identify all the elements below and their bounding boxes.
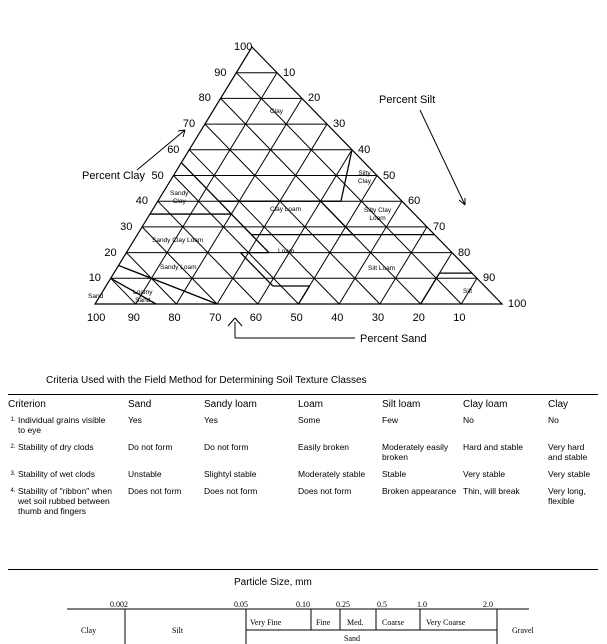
header-clay-loam: Clay loam: [463, 399, 508, 410]
criteria-value-cell: Very stable: [548, 469, 591, 479]
particle-med: Med.: [347, 618, 364, 627]
particle-size-title: Particle Size, mm: [234, 577, 312, 588]
criteria-value-cell: Very hard and stable: [548, 442, 588, 462]
criteria-row: [8, 412, 598, 439]
criteria-value-cell: Do not form: [128, 442, 173, 452]
criteria-value-cell: Unstable: [128, 469, 162, 479]
zone-label-clay: Clay: [270, 108, 284, 115]
criterion-text: Individual grains visible to eye: [18, 415, 106, 435]
zone-label-sandy-clay: Sandy Clay: [170, 190, 189, 205]
clay-tick-label: 100: [234, 41, 253, 53]
sand-tick-label: 80: [168, 312, 181, 324]
zone-label-silty-clay-loam: Silty Clay Loam: [364, 207, 392, 222]
criterion-number: 4.: [10, 488, 16, 494]
particle-clay: Clay: [81, 626, 97, 635]
tick-1-0: 1.0: [417, 600, 427, 609]
silt-tick-label: 70: [433, 220, 446, 233]
sand-tick-label: 60: [249, 312, 263, 324]
criteria-value-cell: No: [463, 415, 474, 425]
zone-label-sand: Sand: [88, 293, 104, 300]
criterion-number: 3.: [10, 471, 16, 477]
divider-top: [8, 394, 598, 395]
tick-2-0: 2.0: [483, 600, 493, 609]
tick-0-05: 0.05: [234, 600, 248, 609]
silt-arrow-shaft: [420, 110, 465, 205]
particle-size-bar: [0, 600, 607, 644]
silt-tick-label: 60: [408, 195, 421, 208]
criteria-value-cell: Does not form: [298, 486, 352, 496]
criterion-text: Stability of wet clods: [18, 469, 96, 479]
tick-0-10: 0.10: [296, 600, 310, 609]
criterion-number: 1.: [10, 417, 16, 423]
clay-tick-label: 50: [151, 169, 164, 182]
criteria-value-cell: Hard and stable: [463, 442, 524, 452]
axis-label-sand: Percent Sand: [360, 333, 427, 345]
criterion-cell: [8, 483, 128, 520]
criteria-row: [8, 466, 598, 483]
criterion-text: Stability of dry clods: [18, 442, 94, 452]
criteria-value-cell: Yes: [128, 415, 142, 425]
header-criterion: Criterion: [8, 399, 46, 410]
sand-arrow-head: [235, 318, 242, 326]
sand-tick-label: 30: [371, 312, 385, 324]
criteria-row: [8, 483, 598, 520]
sand-tick-label: 20: [412, 312, 425, 324]
silt-tick-label: 50: [383, 169, 396, 182]
clay-tick-label: 30: [120, 220, 133, 233]
clay-tick-label: 90: [214, 66, 227, 79]
particle-very-coarse: Very Coarse: [426, 618, 466, 627]
class-boundary: [219, 201, 252, 234]
zone-label-silt-loam: Silt Loam: [368, 265, 396, 272]
criterion-cell: [8, 439, 128, 466]
zone-label-silty-clay: Silty Clay: [358, 170, 372, 185]
criterion-cell: [8, 466, 128, 483]
class-boundary: [421, 273, 440, 304]
zone-label-silt: Silt: [463, 288, 473, 295]
header-clay: Clay: [548, 399, 569, 410]
particle-sand: Sand: [344, 634, 360, 643]
tick-0-002: 0.002: [110, 600, 128, 609]
silt-tick-label: 10: [283, 66, 296, 79]
sand-tick-label: 100: [87, 312, 106, 324]
criteria-value-cell: Very stable: [463, 469, 506, 479]
criteria-value-cell: Yes: [204, 415, 218, 425]
criterion-number: 2.: [10, 444, 16, 450]
criteria-value-cell: Few: [382, 415, 399, 425]
criteria-value-cell: Moderately easily broken: [382, 442, 449, 462]
axis-label-clay: Percent Clay: [82, 170, 145, 182]
zone-label-clay-loam: Clay Loam: [270, 206, 302, 213]
criterion-text: Stability of "ribbon" when wet soil rubbed between thumb and fingers: [18, 486, 112, 516]
criteria-value-cell: Stable: [382, 469, 407, 479]
sand-tick-label: 10: [453, 312, 466, 324]
tick-0-5: 0.5: [377, 600, 387, 609]
zone-label-sandy-loam: Sandy Loam: [160, 264, 197, 271]
silt-tick-label: 80: [458, 246, 471, 259]
clay-tick-label: 20: [104, 246, 117, 259]
clay-tick-label: 10: [88, 272, 101, 285]
header-sandy-loam: Sandy loam: [204, 399, 257, 410]
zone-label-loamy-sand: Loamy Sand: [133, 289, 153, 304]
divider-bottom: [8, 569, 598, 570]
axis-label-silt: Percent Silt: [379, 94, 436, 106]
criteria-value-cell: Do not form: [204, 442, 249, 452]
zone-label-loam: Loam: [278, 248, 295, 255]
clay-tick-label: 60: [167, 143, 180, 156]
header-sand: Sand: [128, 399, 152, 410]
criteria-value-cell: Does not form: [128, 486, 182, 496]
particle-very-fine: Very Fine: [250, 618, 282, 627]
criteria-header-row: [8, 399, 598, 412]
particle-silt: Silt: [172, 626, 184, 635]
header-silt-loam: Silt loam: [382, 399, 421, 410]
silt-tick-label: 20: [308, 92, 321, 105]
criteria-value-cell: No: [548, 415, 559, 425]
criteria-value-cell: Slightyl stable: [204, 469, 257, 479]
sand-tick-label: 70: [209, 312, 222, 324]
criteria-row: [8, 439, 598, 466]
class-boundary: [321, 201, 354, 234]
silt-tick-label: 90: [483, 272, 496, 285]
clay-tick-label: 40: [135, 195, 149, 208]
criteria-value-cell: Very long, flexible: [548, 486, 586, 506]
sand-tick-label: 50: [290, 312, 303, 324]
criteria-value-cell: Easily broken: [298, 442, 350, 452]
criteria-value-cell: Thin, will break: [463, 486, 520, 496]
tick-0-25: 0.25: [336, 600, 350, 609]
criteria-value-cell: Some: [298, 415, 321, 425]
class-boundary: [299, 286, 310, 304]
criteria-value-cell: Moderately stable: [298, 469, 366, 479]
silt-tick-label: 30: [333, 118, 346, 131]
zone-label-sandy-clay-loam: Sandy Clay Loam: [152, 237, 204, 244]
clay-tick-label: 80: [198, 92, 211, 105]
silt-tick-label: 100: [508, 298, 527, 310]
criteria-value-cell: Does not form: [204, 486, 258, 496]
sand-arrow-head: [228, 318, 235, 326]
particle-fine: Fine: [316, 618, 331, 627]
particle-coarse: Coarse: [382, 618, 405, 627]
criteria-value-cell: Broken appearance: [382, 486, 457, 496]
clay-tick-label: 70: [182, 118, 196, 131]
sand-tick-label: 90: [127, 312, 140, 324]
criterion-cell: [8, 412, 128, 439]
sand-tick-label: 40: [331, 312, 344, 324]
particle-gravel: Gravel: [512, 626, 534, 635]
criteria-title: Criteria Used with the Field Method for Determining Soil Texture Classes: [46, 375, 367, 386]
header-loam: Loam: [298, 399, 324, 410]
class-boundary: [240, 253, 272, 286]
silt-tick-label: 40: [358, 143, 371, 156]
silt-gridline: [299, 176, 378, 305]
sand-gridline: [111, 278, 136, 304]
criteria-table: [8, 399, 598, 520]
